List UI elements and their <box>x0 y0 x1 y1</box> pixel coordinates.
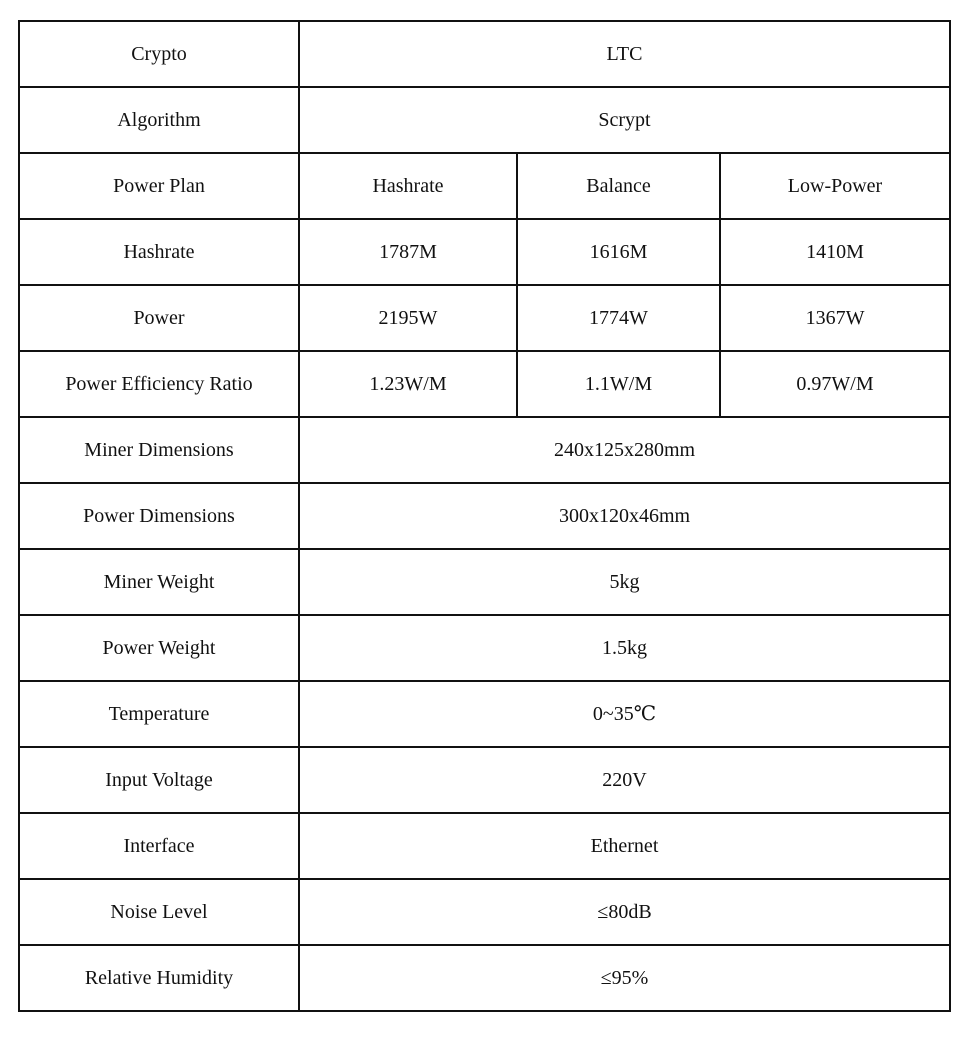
row-label: Power Plan <box>19 153 299 219</box>
row-label: Power <box>19 285 299 351</box>
table-row-noise-level <box>19 879 950 945</box>
row-label: Crypto <box>19 21 299 87</box>
power-value-balance-plan: 1774W <box>517 285 720 351</box>
row-label: Temperature <box>19 681 299 747</box>
table-row-relative-humidity <box>19 945 950 1011</box>
row-label: Hashrate <box>19 219 299 285</box>
table-row-input-voltage <box>19 747 950 813</box>
table-row-miner-weight <box>19 549 950 615</box>
table-row-temperature <box>19 681 950 747</box>
row-value: LTC <box>299 21 950 87</box>
row-label: Power Weight <box>19 615 299 681</box>
power-value-hashrate-plan: 2195W <box>299 285 517 351</box>
table-row-power-efficiency-ratio <box>19 351 950 417</box>
efficiency-value-low-power-plan: 0.97W/M <box>720 351 950 417</box>
spec-table <box>18 20 951 1012</box>
plan-hashrate: Hashrate <box>299 153 517 219</box>
row-value: 5kg <box>299 549 950 615</box>
row-label: Input Voltage <box>19 747 299 813</box>
row-label: Noise Level <box>19 879 299 945</box>
row-value: 0~35℃ <box>299 681 950 747</box>
row-value: Ethernet <box>299 813 950 879</box>
row-value: 240x125x280mm <box>299 417 950 483</box>
plan-balance: Balance <box>517 153 720 219</box>
row-value: 1.5kg <box>299 615 950 681</box>
power-value-low-power-plan: 1367W <box>720 285 950 351</box>
hashrate-value-hashrate-plan: 1787M <box>299 219 517 285</box>
row-value: 300x120x46mm <box>299 483 950 549</box>
efficiency-value-hashrate-plan: 1.23W/M <box>299 351 517 417</box>
table-row-hashrate <box>19 219 950 285</box>
table-row-power-plan <box>19 153 950 219</box>
row-label: Interface <box>19 813 299 879</box>
row-value: ≤80dB <box>299 879 950 945</box>
table-row-power-weight <box>19 615 950 681</box>
table-row-power <box>19 285 950 351</box>
row-label: Miner Dimensions <box>19 417 299 483</box>
row-value: Scrypt <box>299 87 950 153</box>
row-value: 220V <box>299 747 950 813</box>
row-label: Miner Weight <box>19 549 299 615</box>
hashrate-value-low-power-plan: 1410M <box>720 219 950 285</box>
row-label: Relative Humidity <box>19 945 299 1011</box>
table-row-interface <box>19 813 950 879</box>
efficiency-value-balance-plan: 1.1W/M <box>517 351 720 417</box>
table-row-algorithm <box>19 87 950 153</box>
row-label: Power Efficiency Ratio <box>19 351 299 417</box>
table-row-power-dimensions <box>19 483 950 549</box>
row-label: Algorithm <box>19 87 299 153</box>
row-value: ≤95% <box>299 945 950 1011</box>
hashrate-value-balance-plan: 1616M <box>517 219 720 285</box>
row-label: Power Dimensions <box>19 483 299 549</box>
table-row-crypto <box>19 21 950 87</box>
table-row-miner-dimensions <box>19 417 950 483</box>
plan-low-power: Low-Power <box>720 153 950 219</box>
